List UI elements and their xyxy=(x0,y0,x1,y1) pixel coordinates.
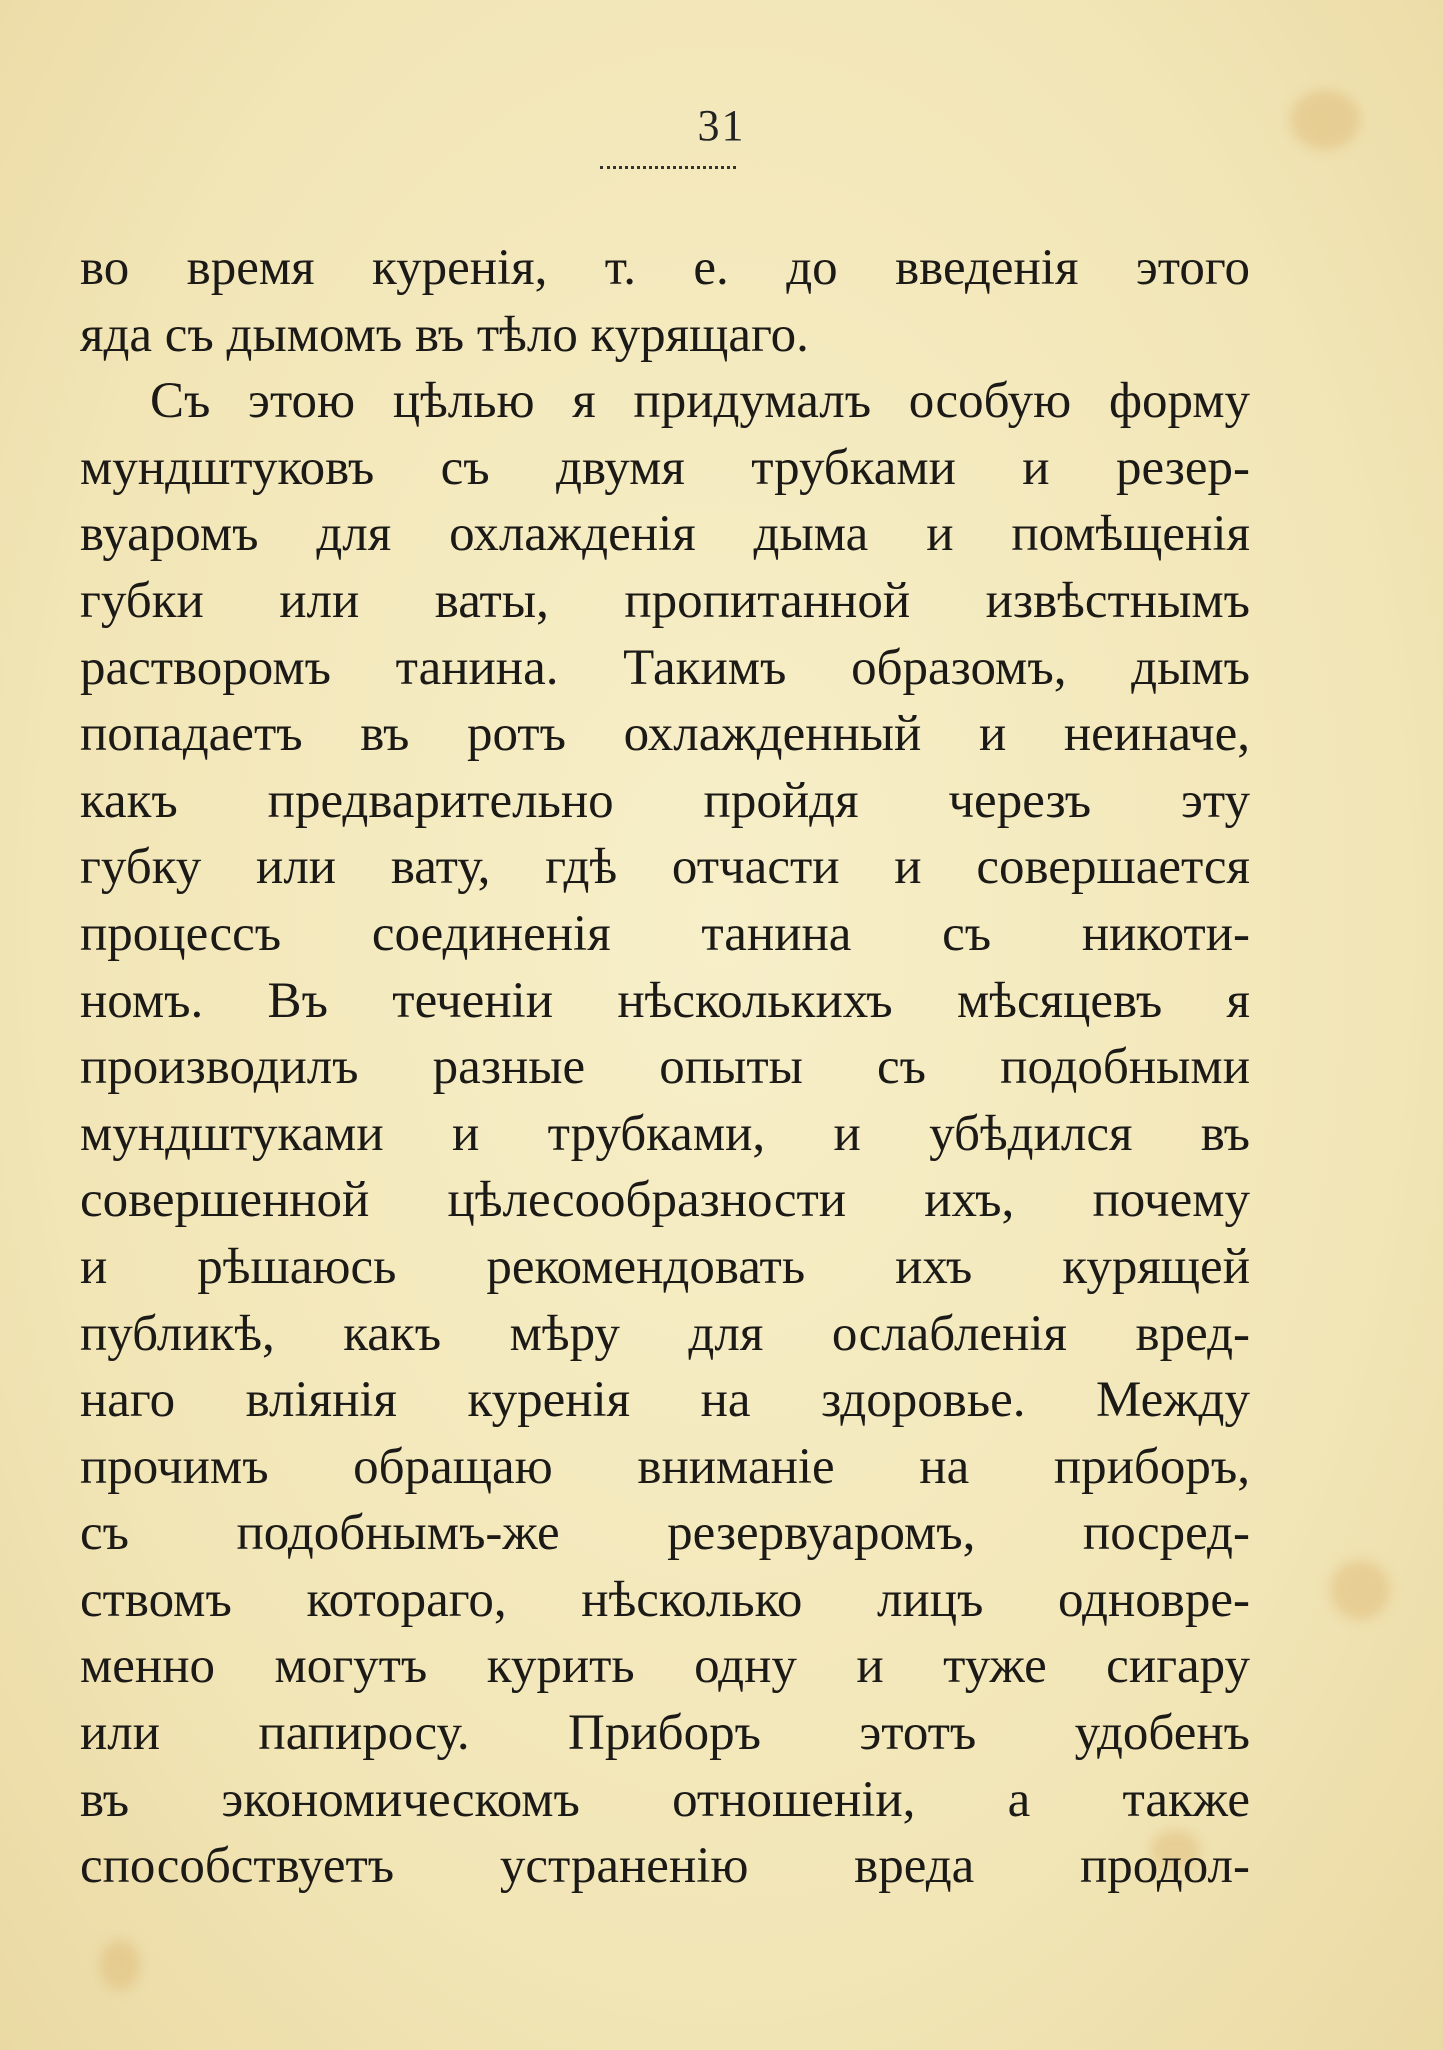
text-line: номъ. Въ теченіи нѣсколькихъ мѣсяцевъ я xyxy=(80,972,1250,1029)
text-line: или папиросу. Приборъ этотъ удобенъ xyxy=(80,1705,1250,1762)
text-line: какъ предварительно пройдя черезъ эту xyxy=(80,772,1250,829)
text-line: съ подобнымъ-же резервуаромъ, посред- xyxy=(80,1505,1250,1562)
text-line: наго вліянія куренія на здоровье. Между xyxy=(80,1372,1250,1429)
page-number-rule xyxy=(600,166,736,169)
text-line: прочимъ обращаю вниманіе на приборъ, xyxy=(80,1438,1250,1495)
text-line: вуаромъ для охлажденія дыма и помѣщенія xyxy=(80,506,1250,563)
text-line: процессъ соединенія танина съ никоти- xyxy=(80,905,1250,962)
text-line: способствуетъ устраненію вреда продол- xyxy=(80,1838,1250,1895)
text-line: Съ этою цѣлью я придумалъ особую форму xyxy=(150,373,1250,430)
text-line: менно могутъ курить одну и туже сигару xyxy=(80,1638,1250,1695)
text-line: попадаетъ въ ротъ охлажденный и неиначе, xyxy=(80,706,1250,763)
text-line: во время куренія, т. е. до введенія этого xyxy=(80,240,1250,296)
text-line: губки или ваты, пропитанной извѣстнымъ xyxy=(80,572,1250,629)
paper-stain xyxy=(100,1940,140,1990)
text-line: мундштуковъ съ двумя трубками и резер- xyxy=(80,439,1250,496)
text-line: губку или вату, гдѣ отчасти и совершается xyxy=(80,839,1250,896)
page-number: 31 xyxy=(697,101,746,150)
text-line: и рѣшаюсь рекомендовать ихъ курящей xyxy=(80,1238,1250,1295)
text-line: производилъ разные опыты съ подобными xyxy=(80,1039,1250,1096)
paper-stain xyxy=(1330,1560,1390,1620)
text-line: публикѣ, какъ мѣру для ослабленія вред- xyxy=(80,1305,1250,1362)
text-line: въ экономическомъ отношеніи, а также xyxy=(80,1771,1250,1828)
text-line: совершенной цѣлесообразности ихъ, почему xyxy=(80,1172,1250,1229)
text-line: растворомъ танина. Такимъ образомъ, дымъ xyxy=(80,639,1250,696)
text-line: мундштуками и трубками, и убѣдился въ xyxy=(80,1105,1250,1162)
text-line: ствомъ котораго, нѣсколько лицъ одновре- xyxy=(80,1571,1250,1628)
body-text xyxy=(80,235,1250,1900)
text-line: яда съ дымомъ въ тѣло курящаго. xyxy=(80,306,809,363)
